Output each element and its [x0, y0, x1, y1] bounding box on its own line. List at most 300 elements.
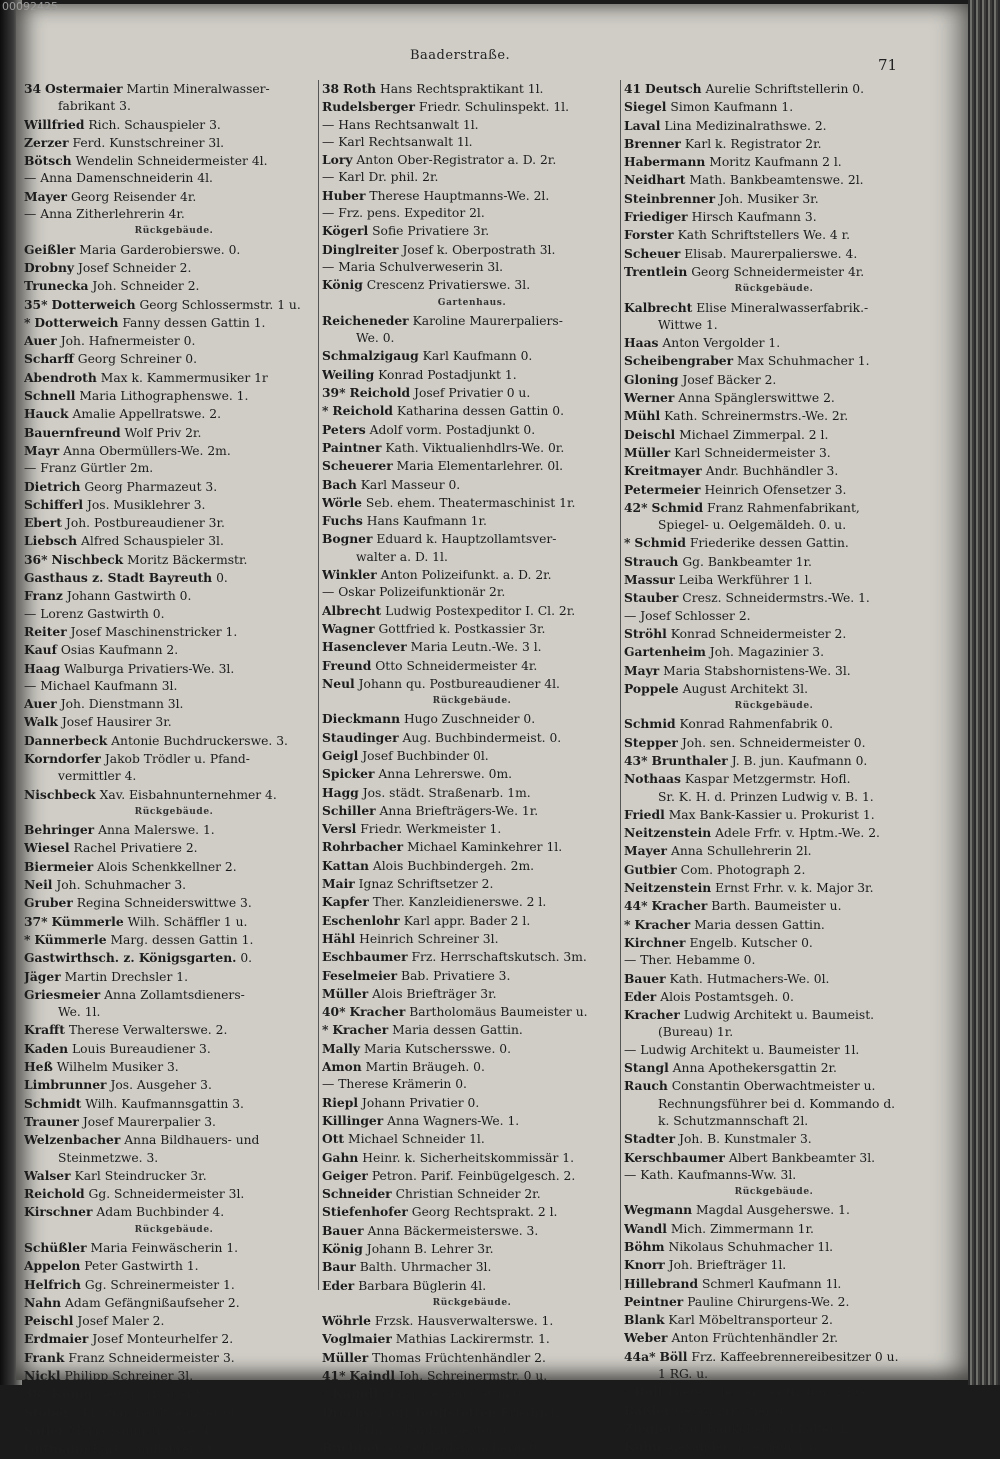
resident-name: Böll [659, 1348, 688, 1364]
directory-entry [624, 662, 924, 680]
directory-entry [322, 98, 622, 116]
house-number: 34 [24, 81, 42, 96]
entry-details: Alexander Ingenieur 1 r. [665, 1440, 818, 1455]
entry-details: Johann B. Lehrer 3r. [366, 1242, 494, 1256]
house-number: 39* [322, 385, 346, 401]
resident-name: Reichold [349, 385, 411, 401]
resident-name: Friedl [624, 806, 665, 822]
entry-details: Maria Kutschersswe. 0. [364, 1041, 511, 1056]
entry-details: Albert Bankbeamter 3l. [728, 1150, 876, 1165]
resident-name: Hähl [322, 930, 356, 946]
resident-name: Massur [624, 572, 675, 588]
directory-entry [322, 1349, 622, 1367]
directory-entry [24, 1294, 324, 1312]
resident-name: Kirchner [624, 934, 686, 950]
directory-entry [624, 171, 924, 189]
directory-entry [24, 478, 324, 496]
resident-name: Heß [24, 1059, 53, 1075]
directory-entry [322, 967, 622, 985]
directory-entry [24, 405, 324, 423]
resident-name: Drechsel auf Teuffstetten [322, 1404, 497, 1420]
section-heading [322, 295, 622, 312]
entry-details: Otto Schneidermeister 4r. [375, 658, 538, 673]
entry-details: Georg Schlossermstr. 1 u. [139, 297, 301, 312]
resident-name: Franz [24, 588, 63, 604]
directory-entry [322, 1385, 622, 1403]
house-number: 43* [624, 752, 648, 768]
entry-details: Anna Wagners-We. 1. [387, 1113, 520, 1128]
directory-entry [24, 1440, 324, 1458]
entry-details: Michael Kaminkehrer 1l. [407, 840, 563, 855]
entry-details: Konrad Postadjunkt 1. [378, 367, 517, 382]
directory-entry [322, 1094, 622, 1112]
resident-name: Baur [322, 1259, 356, 1275]
directory-entry [24, 424, 324, 442]
directory-entry [322, 1040, 622, 1058]
entry-details: Michael Zimmerpal. 2 l. [679, 427, 829, 442]
directory-entry [24, 839, 324, 857]
resident-name: Bauer [624, 970, 666, 986]
entry-details: Bab. Privatiere 3. [401, 968, 511, 983]
resident-name: Stadter [624, 1131, 676, 1147]
entry-continuation [322, 1422, 622, 1439]
entry-continuation [624, 1113, 924, 1130]
directory-entry [24, 332, 324, 350]
entry-details: Kath. Viktualienhdlrs-We. 0r. [385, 440, 565, 455]
entry-details: Mathias Lackirermstr. 1. [395, 1332, 550, 1347]
entry-details: Wendelin Schneidermeister 4l. [75, 154, 268, 169]
entry-details: Joh. Magazinier 3. [709, 645, 825, 660]
entry-details: Balth. Uhrmacher 3l. [359, 1260, 492, 1275]
resident-name: Lory [322, 152, 353, 168]
directory-entry [624, 734, 924, 752]
resident-name: Wandl [624, 1220, 667, 1236]
entry-details: Theres. dessen Gattin 0 u. 1 RG. [666, 1385, 869, 1400]
house-number: 44* [624, 898, 648, 914]
entry-details: Maria dessen Gattin. [392, 1023, 523, 1038]
resident-name: Voglmaier [322, 1331, 392, 1347]
resident-name: Paintner [322, 439, 382, 455]
entry-details: Peter Gastwirth 1. [84, 1259, 199, 1274]
directory-entry [322, 747, 622, 765]
directory-entry [624, 1042, 924, 1059]
section-label: Rückgebäude. [734, 701, 814, 712]
resident-name: Schmid [624, 716, 676, 732]
resident-name: Weiling [322, 366, 375, 382]
resident-name: Neil [24, 877, 53, 893]
directory-entry [624, 1238, 924, 1256]
directory-entry [322, 1076, 622, 1093]
resident-name: Scheuerer [322, 458, 393, 474]
entry-details: Anton Polizeifunkt. a. D. 2r. [380, 568, 552, 583]
directory-entry [322, 1130, 622, 1148]
resident-name: König [322, 1241, 363, 1256]
resident-name: Gutmann [24, 1441, 88, 1457]
entry-details: Georg Schreiner 0. [77, 352, 197, 367]
directory-entry [322, 566, 622, 584]
entry-details: Josef Monteurhelfer 2. [92, 1332, 234, 1347]
entry-details: Anna Bildhauers- und [124, 1133, 260, 1148]
resident-name: Schmidt [24, 1095, 82, 1111]
directory-entry [24, 188, 324, 206]
directory-entry [322, 675, 622, 693]
resident-name: Krafft [24, 1022, 65, 1038]
directory-entry [322, 729, 622, 747]
resident-name: Behringer [24, 822, 95, 838]
directory-entry [24, 116, 324, 134]
directory-entry [322, 784, 622, 802]
resident-name: Kerschbaumer [624, 1149, 725, 1165]
directory-entry [24, 170, 324, 187]
entry-continuation [624, 517, 924, 534]
entry-details: Spiegel- u. Oelgemäldeh. 0. u. [658, 518, 847, 533]
entry-details: Georg Reisender 4r. [70, 189, 197, 204]
entry-details: Martin Bräugeh. 0. [365, 1060, 485, 1075]
entry-details: Joh. Musiker 3r. [719, 191, 819, 206]
directory-entry [322, 1367, 622, 1385]
entry-details: — Kath. Kaufmanns-Ww. 3l. [624, 1167, 797, 1182]
entry-details: Ther. Kanzleidienerswe. 2 l. [372, 895, 547, 910]
directory-entry [624, 1293, 924, 1311]
entry-details: Josef Schneider 2. [77, 260, 192, 275]
resident-name: Staudinger [322, 729, 399, 745]
entry-details: Frzsk. Hausverwalterswe. 1. [374, 1314, 554, 1329]
entry-details: Adam Buchbinder 4. [96, 1205, 225, 1220]
directory-entry [322, 912, 622, 930]
entry-details: Gg. Bankbeamter 1r. [682, 554, 812, 569]
directory-entry [24, 496, 324, 514]
entry-details: Hans Rechtspraktikant 1l. [380, 82, 544, 96]
resident-name: Schneider [322, 1186, 392, 1202]
entry-details: — Michael Kaufmann 3l. [24, 678, 178, 693]
house-number: 41 [624, 81, 642, 96]
entry-details: We. 0. [356, 331, 395, 346]
directory-entry [24, 1367, 324, 1385]
entry-continuation [24, 768, 324, 785]
resident-name: Scheibengraber [624, 353, 734, 369]
entry-details: Kaspar Metzgermstr. Hofl. [684, 772, 851, 787]
entry-details: Marg. dessen Gattin 1. [110, 932, 254, 947]
resident-name: Nickl [24, 1368, 61, 1384]
directory-entry [24, 1076, 324, 1094]
directory-entry [24, 1040, 324, 1058]
entry-details: Christian Bankbeamter 0l. [73, 1405, 239, 1420]
directory-entry [24, 623, 324, 641]
directory-entry [322, 1167, 622, 1185]
entry-details: Johann Gastwirth 0. [66, 589, 192, 604]
resident-name: Kuhn [624, 1439, 662, 1455]
directory-entry [624, 643, 924, 661]
resident-name: Baßler [624, 1402, 671, 1418]
entry-details: Kath Schriftstellers We. 4 r. [677, 228, 851, 243]
entry-details: Constantin Oberwachtmeister u. [671, 1079, 876, 1094]
directory-entry [322, 347, 622, 365]
resident-name: Ströhl [624, 625, 667, 641]
resident-name: König [322, 277, 363, 293]
directory-entry [322, 1203, 622, 1221]
directory-entry [322, 402, 622, 420]
directory-entry [624, 879, 924, 897]
resident-name: Strauch [624, 553, 679, 569]
entry-details: Anna Apothekersgattin 2r. [672, 1061, 837, 1076]
directory-entry [322, 1258, 622, 1276]
house-number: 38* [24, 1386, 48, 1402]
resident-name: Gutbier [624, 861, 677, 877]
entry-details: Friedr. Schulinspekt. 1l. [418, 100, 570, 115]
directory-entry [322, 512, 622, 530]
resident-name: Trunecka [24, 278, 89, 294]
entry-details: Ignaz Schriftsetzer 2. [358, 877, 494, 892]
house-number: * [624, 535, 631, 551]
section-label: Rückgebäude. [134, 226, 214, 237]
directory-entry [624, 1059, 924, 1077]
house-number: 41* [322, 1368, 346, 1384]
directory-entry [322, 1240, 622, 1258]
resident-name: Stauber [624, 590, 679, 606]
entry-details: Martin Drechsler 1. [64, 969, 188, 984]
resident-name: Geiger [322, 1167, 368, 1183]
resident-name: Kaden [24, 1040, 69, 1056]
section-label: Rückgebäude. [432, 696, 512, 707]
resident-name: Abendroth [24, 369, 97, 385]
directory-entry [24, 152, 324, 170]
page-edges [968, 0, 1000, 1385]
resident-name: Huber [322, 187, 366, 203]
directory-entry [624, 263, 924, 281]
directory-entry [624, 481, 924, 499]
directory-entry [24, 551, 324, 569]
house-number: * [322, 1386, 329, 1402]
resident-name: Brunthaler [651, 752, 728, 768]
entry-details: Max k. Kammermusiker 1r [100, 370, 268, 385]
resident-name: Ostermaier [45, 81, 123, 96]
resident-name: Scheuer [624, 245, 681, 261]
house-number: 40* [322, 1004, 346, 1020]
directory-entry [24, 1113, 324, 1131]
resident-name: Fuchs [322, 513, 363, 529]
directory-entry [24, 1203, 324, 1221]
entry-details: Maria Garderobierswe. 0. [79, 242, 241, 257]
directory-entry [24, 858, 324, 876]
directory-entry [624, 334, 924, 352]
entry-details: Joh. sen. Schneidermeister 0. [681, 735, 866, 750]
directory-entry [322, 1439, 622, 1457]
resident-name: Haag [24, 660, 61, 676]
entry-details: 0. [216, 571, 228, 586]
directory-entry [322, 930, 622, 948]
directory-entry [24, 1404, 324, 1422]
entry-details: fabrikant 3. [58, 99, 131, 114]
house-number: * [624, 916, 631, 932]
directory-entry [24, 134, 324, 152]
entry-details: Walburga Privatiers-We. 3l. [64, 661, 235, 676]
resident-name: Kattan [322, 857, 369, 873]
resident-name: Schmalzigaug [322, 348, 419, 364]
scan-id: 00092425 [2, 0, 58, 13]
entry-details: Louis Bureaudiener 3. [71, 1041, 211, 1056]
directory-entry [624, 770, 924, 788]
directory-entry [624, 1383, 924, 1401]
resident-name: Peischl [24, 1313, 74, 1329]
entry-details: Alfred Schauspieler 3l. [81, 534, 224, 549]
directory-entry [322, 1021, 622, 1039]
entry-details: Michael Schneider 1l. [348, 1132, 485, 1147]
entry-continuation [24, 1150, 324, 1167]
house-number: * [322, 1022, 329, 1038]
directory-entry [624, 952, 924, 969]
directory-entry [624, 1329, 924, 1347]
entry-details: Johann qu. Postbureaudiener 4l. [358, 676, 560, 691]
entry-details: Josef Bäcker 2. [682, 372, 777, 387]
resident-name: Drobny [24, 259, 75, 275]
directory-entry [322, 1112, 622, 1130]
directory-entry [24, 350, 324, 368]
directory-entry [322, 80, 622, 98]
entry-details: — Anna Damenschneiderin 4l. [24, 171, 213, 186]
entry-details: Maria Elementarlehrer. 0l. [396, 459, 564, 474]
resident-name: Kümmerle [34, 931, 107, 947]
resident-name: Mayer [24, 188, 68, 204]
entry-details: Lina Medizinalrathswe. 2. [664, 118, 827, 133]
directory-entry [24, 894, 324, 912]
section-label: Rückgebäude. [734, 284, 814, 295]
directory-entry [322, 276, 622, 294]
resident-name: Stiefenhofer [322, 1204, 408, 1220]
directory-entry [624, 824, 924, 842]
entry-details: Joh. Schuhmacher 3. [56, 878, 187, 893]
entry-continuation [624, 789, 924, 806]
resident-name: Schmid [651, 499, 704, 515]
entry-details: Moritz Kaufmann 2 l. [709, 155, 842, 170]
entry-details: (Bureau) 1r. [658, 1025, 734, 1040]
entry-details: Wilhelm Musiker 3. [56, 1060, 179, 1075]
directory-entry [624, 1201, 924, 1219]
resident-name: Bauer [322, 1222, 364, 1238]
directory-entry [624, 371, 924, 389]
resident-name: Mally [322, 1040, 361, 1056]
directory-entry [322, 1003, 622, 1021]
entry-details: Therese Verwalterswe. 2. [68, 1023, 228, 1038]
resident-name: Knorr [624, 1257, 665, 1273]
entry-details: walter a. D. 1l. [356, 549, 448, 564]
resident-name: Rauch [624, 1078, 668, 1094]
directory-entry [322, 384, 622, 402]
entry-details: Mich. Zimmermann 1r. [670, 1221, 814, 1236]
entry-details: Bartholomäus Baumeister u. [409, 1005, 588, 1020]
section-label: Gartenhaus. [437, 297, 507, 308]
directory-entry [322, 1149, 622, 1167]
entry-details: Friederike dessen Gattin. [689, 536, 849, 551]
resident-name: Reichold [24, 1186, 85, 1202]
resident-name: Dannerbeck [24, 732, 108, 748]
resident-name: Reichold [332, 403, 393, 419]
directory-entry [322, 169, 622, 186]
entry-continuation [624, 1024, 924, 1041]
directory-entry [624, 916, 924, 934]
entry-details: Joh. B. Kunstmaler 3. [679, 1132, 812, 1147]
directory-entry [624, 1149, 924, 1167]
resident-name: Walser [24, 1167, 71, 1183]
entry-details: Wolf Priv 2r. [124, 425, 202, 440]
directory-entry [322, 838, 622, 856]
resident-name: Limbrunner [24, 1077, 107, 1093]
directory-entry [24, 986, 324, 1004]
house-number: * [624, 1384, 631, 1400]
entry-details: 0. [240, 951, 253, 966]
directory-entry [624, 299, 924, 317]
directory-entry [24, 695, 324, 713]
resident-name: Appelon [24, 1258, 81, 1274]
directory-entry [24, 442, 324, 460]
resident-name: Sailer [24, 1422, 65, 1438]
entry-details: Sr. K. H. d. Prinzen Ludwig v. B. 1. [658, 789, 874, 804]
section-heading [624, 1184, 924, 1201]
resident-name: Welzenbacher [24, 1132, 121, 1148]
directory-entry [624, 407, 924, 425]
resident-name: Dinglreiter [322, 241, 399, 257]
directory-entry [24, 460, 324, 477]
directory-entry [24, 587, 324, 605]
directory-entry [322, 457, 622, 475]
resident-name: Schifferl [24, 496, 84, 512]
entry-details: Alois Schenkkellner 2. [97, 859, 237, 874]
resident-name: Blank [624, 1312, 665, 1328]
entry-details: Karl Schneidermeister 3. [674, 445, 831, 460]
resident-name: Gartenheim [624, 644, 706, 660]
directory-entry [624, 1167, 924, 1184]
entry-details: Josef Maurerpalier 3. [82, 1114, 216, 1129]
directory-entry [322, 893, 622, 911]
resident-name: Peters [322, 421, 366, 437]
entry-details: Konrad Schneidermeister 2. [670, 626, 847, 641]
resident-name: Rudelsberger [322, 99, 415, 115]
resident-name: Siegel [624, 99, 667, 115]
resident-name: Ott [322, 1131, 345, 1147]
directory-entry [624, 153, 924, 171]
directory-entry [624, 190, 924, 208]
entry-details: Ernst Frhr. v. k. Major 3r. [715, 881, 874, 896]
resident-name: Hillebrand [624, 1275, 699, 1291]
entry-details: Maria Baumstrs.-We. 1. [68, 1423, 215, 1438]
entry-details: Christian Schneider 2r. [395, 1187, 541, 1202]
resident-name: Petermeier [624, 481, 701, 497]
directory-entry [624, 245, 924, 263]
house-number: 36* [24, 551, 48, 567]
resident-name: Laval [624, 117, 661, 133]
entry-details: — Josef Schlosser 2. [624, 608, 751, 623]
entry-details: Rachel Privatiere 2. [73, 841, 198, 856]
entry-details: Alois Postamtsgeh. 0. [660, 989, 794, 1004]
section-heading [624, 698, 924, 715]
resident-name: Dotterweich [51, 296, 136, 312]
entry-details: Petron. Parif. Feinbügelgesch. 2. [371, 1168, 576, 1183]
entry-details: Seb. ehem. Theatermaschinist 1r. [365, 495, 576, 510]
entry-details: Karl Möbeltransporteur 2. [668, 1313, 833, 1328]
entry-details: Anna Schullehrerin 2l. [670, 844, 812, 859]
entry-details: Ludwig Architekt u. Baumeist. [683, 1008, 875, 1023]
resident-name: Kapfer [322, 894, 369, 910]
entry-details: Georg Privatier 0. [674, 1403, 787, 1418]
entry-details: Anton Ober-Registrator a. D. 2r. [356, 153, 557, 168]
directory-entry [24, 713, 324, 731]
directory-entry [624, 1438, 924, 1456]
resident-name: Kreitmayer [624, 463, 702, 479]
directory-entry [322, 312, 622, 330]
directory-entry [322, 857, 622, 875]
entry-details: Anna Obermüllers-We. 2m. [63, 443, 231, 458]
directory-entry [24, 241, 324, 259]
section-heading [24, 1222, 324, 1239]
